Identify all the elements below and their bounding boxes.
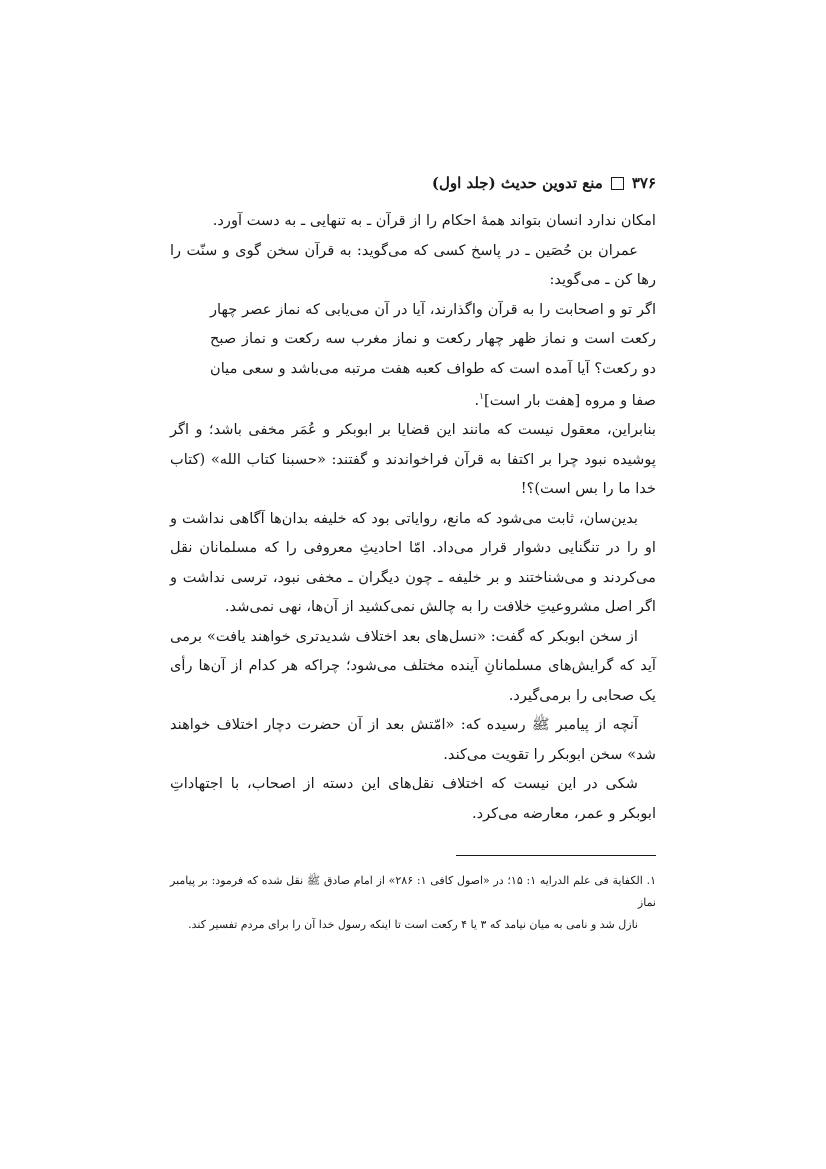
footnote-line: ۱. الکفایة فی علم الدرایه ۱: ۱۵؛ در «اصول کافی ۱: ۲۸۶» از امام صادق ﷺ نقل شده که فرمود: بر پیامبر نماز bbox=[170, 874, 656, 910]
paragraph: از سخن ابوبکر که گفت: «نسل‌های بعد اختلاف شدیدتری خواهند یافت» برمی آید که گرایش‌های مسلمانانِ آینده مختلف می‌شود؛ چراکه هر کدام از آن‌ها رأی یک صحابی را برمی‌گیرد. bbox=[170, 627, 656, 704]
square-bullet-icon bbox=[611, 177, 624, 190]
quote-end: . bbox=[474, 391, 480, 409]
running-header bbox=[170, 168, 656, 198]
paragraph: شکی در این نیست که اختلاف نقل‌های این دسته از اصحاب، با اجتهاداتِ ابوبکر و عمر، معارضه می‌کرد. bbox=[170, 775, 656, 822]
paragraph: امکان ندارد انسان بتواند همهٔ احکام را از قرآن ـ به تنهایی ـ به دست آورد. bbox=[212, 212, 656, 229]
paragraph: عمران بن حُصَین ـ در پاسخ کسی که می‌گوید: به قرآن سخن گوی و سنّت را رها کن ـ می‌گوید: bbox=[170, 241, 656, 288]
paragraph: بدین‌سان، ثابت می‌شود که مانع، روایاتی بود که خلیفه بدان‌ها آگاهی نداشت و او را در تنگنایی دشوار قرار می‌داد. امّا احادیثِ معروفی را که مسلمانان نقل می‌کردند و می‌شناختند و بر خلیفه ـ چون دیگران ـ مخفی نبود، ترسی نداشت و اگر اصل مشروعیتِ خلافت را به چالش نمی‌کشید از آن‌ها، نهی نمی‌شد. bbox=[170, 509, 656, 616]
paragraph: آنچه از پیامبر ﷺ رسیده که: «امّتش بعد از آن حضرت دچار اختلاف خواهند شد» سخن ابوبکر را تقویت می‌کند. bbox=[170, 716, 656, 763]
footnote-reference: ۱ bbox=[479, 392, 484, 402]
footnote-separator bbox=[456, 855, 656, 856]
footnote bbox=[170, 870, 656, 936]
block-quote bbox=[210, 295, 656, 416]
book-title: منع تدوین حدیث (جلد اول) bbox=[431, 174, 603, 192]
paragraph: بنابراین، معقول نیست که مانند این قضایا بر ابوبکر و عُمَر مخفی باشد؛ و اگر پوشیده نبود چرا بر اکتفا به قرآن فراخواندند و گفتند: «حسبنا کتاب الله» (کتاب خدا ما را بس است)؟! bbox=[170, 421, 656, 498]
page-number: ۳۷۶ bbox=[631, 174, 656, 192]
footnote-line: نازل شد و نامی به میان نیامد که ۳ یا ۴ رکعت است تا اینکه رسول خدا آن را برای مردم تفسیر کند. bbox=[188, 918, 638, 932]
page-content bbox=[170, 168, 656, 936]
quote-text: اگر تو و اصحابت را به قرآن واگذارند، آیا در آن می‌یابی که نماز عصر چهار رکعت است و نماز ظهر چهار رکعت و نماز مغرب سه رکعت و نماز صبح دو رکعت؟ آیا آمده است که طواف کعبه هفت مرتبه می‌باشد و سعی میان صفا و مروه [هفت بار است] bbox=[210, 300, 656, 409]
